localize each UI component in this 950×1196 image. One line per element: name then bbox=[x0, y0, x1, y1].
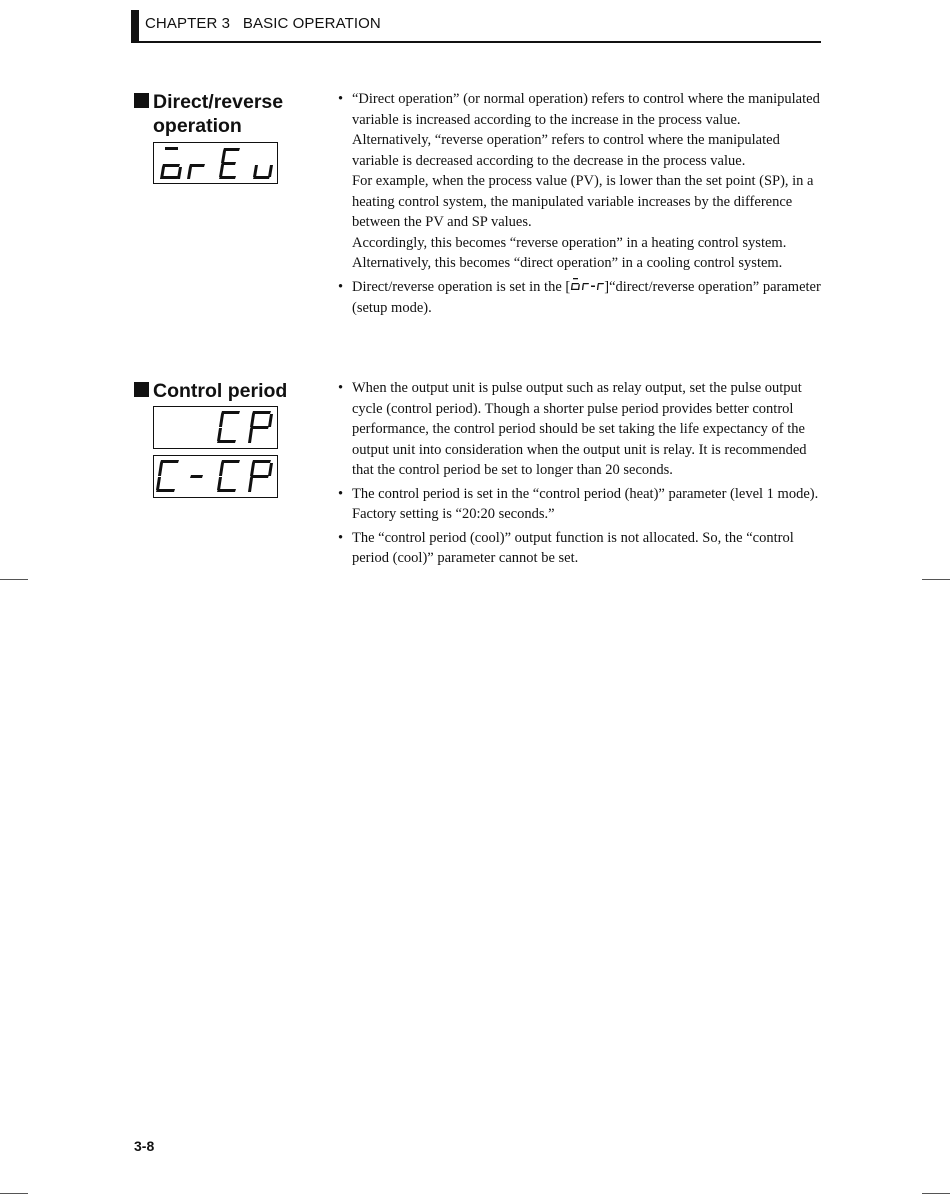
bullet-item bbox=[338, 378, 822, 481]
square-bullet-icon bbox=[134, 382, 149, 397]
section-heading-direct-reverse bbox=[134, 90, 283, 138]
bullet-item bbox=[338, 484, 822, 525]
header-bar bbox=[131, 10, 139, 43]
bullet-item bbox=[338, 89, 822, 274]
lcd-display-cp bbox=[153, 406, 278, 449]
bullet-dot: • bbox=[338, 529, 344, 546]
paragraph: For example, when the process value (PV), is lower than the set point (SP), in a heating control system, the manipulated variable increases by the difference between the PV and SP values. bbox=[352, 173, 814, 230]
page-number: 3-8 bbox=[134, 1138, 155, 1154]
inline-parameter-code bbox=[570, 278, 604, 299]
paragraph: Accordingly, this becomes “reverse operation” in a heating control system. Alternatively, this becomes “direct operation” in a cooling control system. bbox=[352, 234, 787, 271]
text-after-code: ]“direct/reverse operation” parameter (setup mode). bbox=[352, 278, 821, 316]
heading-line-1: Direct/reverse bbox=[153, 91, 284, 113]
bullet-dot: • bbox=[338, 278, 344, 295]
crop-mark bbox=[0, 579, 28, 580]
seven-segment-c-cp-icon bbox=[154, 456, 277, 497]
crop-mark bbox=[0, 1193, 28, 1194]
square-bullet-icon bbox=[134, 93, 149, 108]
lcd-display-c-cp bbox=[153, 455, 278, 498]
heading-text: Control period bbox=[153, 380, 288, 402]
crop-mark bbox=[922, 1193, 950, 1194]
section-heading-control-period bbox=[134, 379, 287, 403]
heading-line-2: operation bbox=[153, 115, 242, 137]
header-rule bbox=[139, 41, 821, 43]
direct-reverse-body bbox=[338, 89, 822, 319]
text-before-code: Direct/reverse operation is set in the [ bbox=[352, 278, 571, 295]
paragraph: The “control period (cool)” output function is not allocated. So, the “control period (cool)” parameter cannot be set. bbox=[352, 529, 794, 566]
crop-mark bbox=[922, 579, 950, 580]
bullet-item bbox=[338, 528, 822, 569]
bullet-dot: • bbox=[338, 91, 344, 107]
bullet-dot: • bbox=[338, 380, 344, 396]
bullet-item bbox=[338, 277, 822, 319]
control-period-body bbox=[338, 378, 822, 569]
paragraph: When the output unit is pulse output such as relay output, set the pulse output cycle (control period). Though a shorter pulse period provides better control performance, the control period should be set taking the life expectancy of the output unit into consideration when the output unit is relay. It is recommended that the control period be set to longer than 20 seconds. bbox=[352, 380, 807, 478]
bullet-dot: • bbox=[338, 485, 344, 502]
paragraph: The control period is set in the “control period (heat)” parameter (level 1 mode). Factory setting is “20:20 seconds.” bbox=[352, 485, 819, 522]
seven-segment-orev-icon bbox=[154, 143, 277, 183]
paragraph: “Direct operation” (or normal operation) refers to control where the manipulated variable is increased according to the increase in the process value. Alternatively, “reverse operation” refers to control where the manipulated variable is decreased according to the decrease in the process value. bbox=[352, 91, 820, 169]
seven-segment-cp-icon bbox=[154, 407, 277, 448]
chapter-title: CHAPTER 3 BASIC OPERATION bbox=[145, 15, 381, 32]
lcd-display-orev bbox=[153, 142, 278, 184]
seven-segment-or-r-icon bbox=[570, 278, 604, 292]
